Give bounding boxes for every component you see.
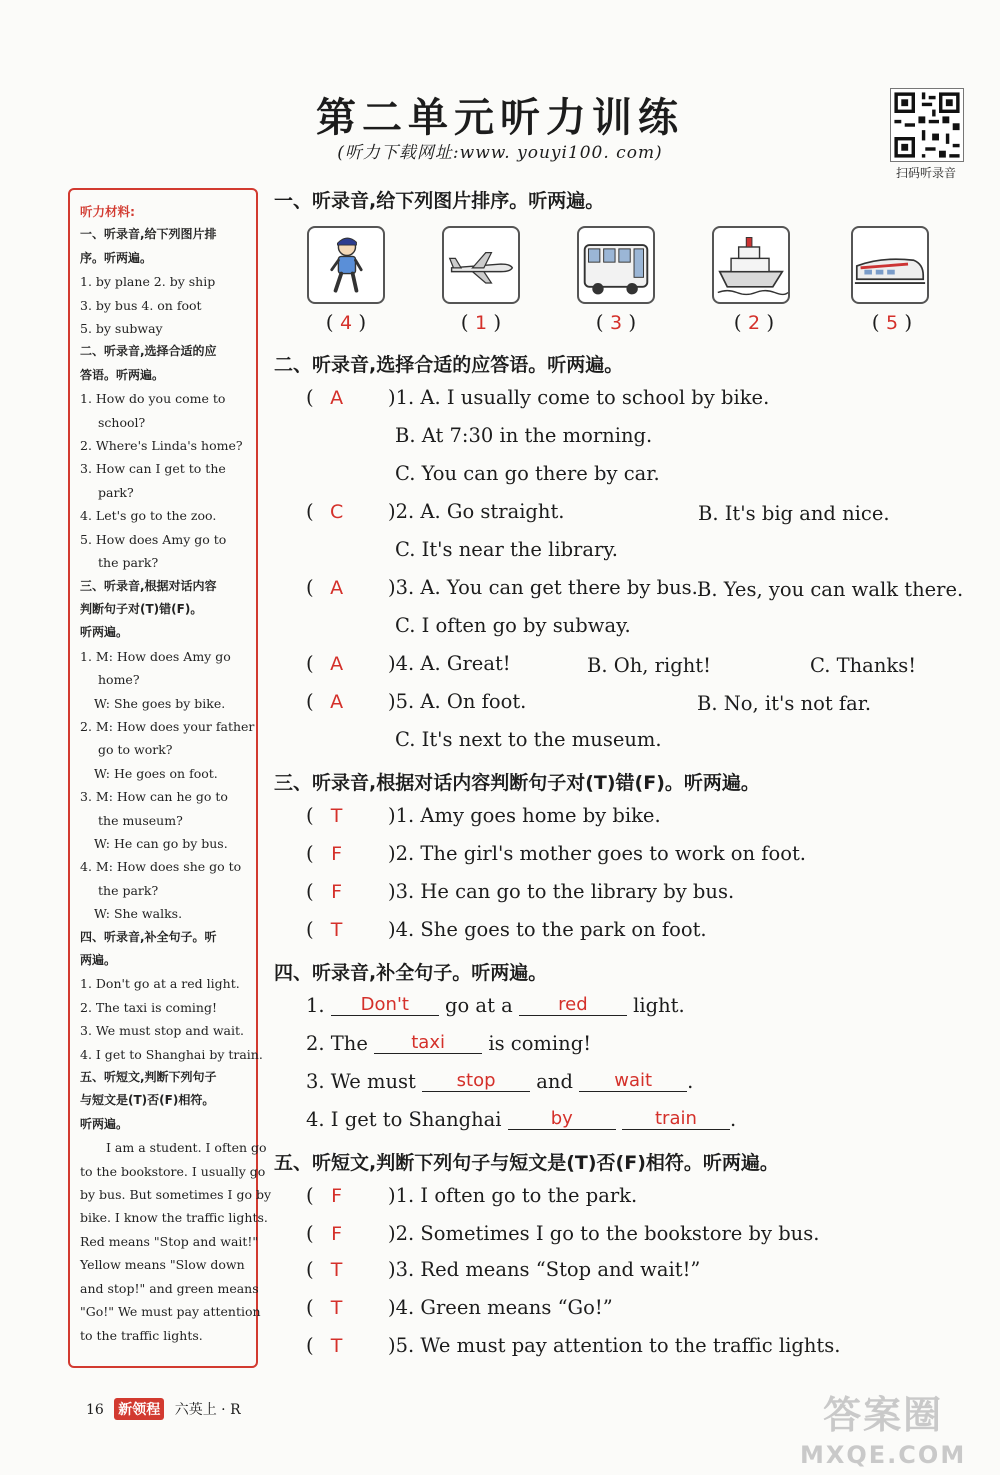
page-footer [86, 1398, 241, 1420]
airplane-icon [444, 228, 518, 302]
picture-walking [307, 226, 385, 304]
material-line: 序。听两遍。 [80, 250, 153, 265]
material-line: 3. How can I get to the [80, 461, 226, 477]
question-2-2[interactable]: ( C )2. A. Go straight. [306, 500, 565, 523]
section3-title: 三、听录音,根据对话内容判断句子对(T)错(F)。听两遍。 [274, 772, 760, 794]
statement: )1. Amy goes home by bike. [388, 804, 661, 827]
download-url: (听力下载网址:www. youyi100. com) [337, 143, 663, 163]
ship-icon [714, 228, 788, 302]
statement: )2. Sometimes I go to the bookstore by bus. [388, 1222, 820, 1245]
question-2-4[interactable]: ( A )4. A. Great! [306, 652, 511, 675]
material-line: 5. by subway [80, 321, 163, 337]
material-heading: 听力材料: [80, 204, 135, 219]
material-line: 听两遍。 [80, 1116, 129, 1131]
picture-plane [442, 226, 520, 304]
fill-sentence-2 [306, 1032, 591, 1055]
sentence-text: light. [633, 994, 685, 1017]
blank-field[interactable]: taxi [374, 1033, 482, 1054]
fill-sentence-4 [306, 1108, 736, 1131]
picture-ship [712, 226, 790, 304]
walking-boy-icon [309, 228, 383, 302]
book-label: 六英上 · R [174, 1402, 241, 1418]
option-a: )1. A. I usually come to school by bike. [388, 386, 770, 409]
material-line: 1. M: How does Amy go [80, 648, 231, 664]
answer: F [331, 1223, 343, 1245]
order-answer-4[interactable]: ( 2 ) [733, 310, 775, 334]
answer: 3 [609, 312, 623, 334]
question-5-4[interactable]: ( T )4. Green means “Go!” [306, 1296, 613, 1319]
section5-title: 五、听短文,判断下列句子与短文是(T)否(F)相符。听两遍。 [274, 1152, 779, 1174]
material-line: 3. We must stop and wait. [80, 1023, 244, 1039]
sentence-text: and [536, 1070, 573, 1093]
material-line: to the bookstore. I usually go [80, 1163, 266, 1179]
material-line: 判断句子对(T)错(F)。 [80, 601, 203, 616]
material-line: 4. M: How does she go to [80, 859, 242, 875]
brand-logo: 新领程 [114, 1398, 164, 1420]
material-line: 2. M: How does your father [80, 718, 255, 734]
answer: T [330, 1297, 343, 1319]
option-b: B. No, it's not far. [697, 692, 872, 715]
page-number: 16 [86, 1402, 104, 1418]
material-line: 1. How do you come to [80, 391, 226, 407]
fill-sentence-1 [306, 994, 685, 1017]
material-line: bike. I know the traffic lights. [80, 1210, 268, 1226]
question-3-2[interactable]: ( F )2. The girl's mother goes to work on foot. [306, 842, 806, 865]
statement: )4. Green means “Go!” [388, 1296, 613, 1319]
option-c: C. It's near the library. [395, 538, 618, 561]
material-line: 4. I get to Shanghai by train. [80, 1046, 263, 1062]
sentence-text: . [687, 1070, 694, 1093]
material-line: 5. How does Amy go to [80, 531, 227, 547]
question-2-1[interactable]: ( A )1. A. I usually come to school by bike. [306, 386, 770, 409]
order-answer-3[interactable]: ( 3 ) [595, 310, 637, 334]
option-b: B. Yes, you can walk there. [697, 578, 964, 601]
sentence-text: 2. The [306, 1032, 368, 1055]
material-line: I am a student. I often go [106, 1140, 267, 1156]
blank-field[interactable]: stop [422, 1071, 530, 1092]
answer: C [329, 501, 344, 523]
answer: F [331, 1185, 343, 1207]
watermark [800, 1395, 966, 1475]
picture-subway [851, 226, 929, 304]
material-line: by bus. But sometimes I go by [80, 1187, 272, 1203]
blank-field[interactable]: Don't [331, 995, 439, 1016]
watermark-site: MXQE.COM [800, 1441, 967, 1469]
statement: )2. The girl's mother goes to work on foot. [388, 842, 806, 865]
answer: 1 [474, 312, 488, 334]
answer: A [330, 577, 344, 599]
sentence-text: 3. We must [306, 1070, 416, 1093]
material-line: 两遍。 [80, 953, 117, 967]
answer: A [330, 653, 344, 675]
material-line: Red means "Stop and wait!" [80, 1233, 259, 1249]
material-line: 2. The taxi is coming! [80, 999, 217, 1015]
material-line: "Go!" We must pay attention [80, 1304, 261, 1320]
option-a: )4. A. Great! [388, 652, 511, 675]
subway-train-icon [853, 228, 927, 302]
answer: T [330, 805, 343, 827]
answer: A [330, 387, 344, 409]
blank-field[interactable]: red [519, 995, 627, 1016]
question-3-1[interactable]: ( T )1. Amy goes home by bike. [306, 804, 661, 827]
question-2-5[interactable]: ( A )5. A. On foot. [306, 690, 527, 713]
listening-material-box [68, 188, 272, 1368]
page-title: 第二单元听力训练 [316, 95, 684, 141]
question-5-5[interactable]: ( T )5. We must pay attention to the traffic lights. [306, 1334, 841, 1357]
question-5-1[interactable]: ( F )1. I often go to the park. [306, 1184, 638, 1207]
qr-code[interactable] [890, 88, 964, 162]
material-line: 3. M: How can he go to [80, 789, 228, 805]
blank-field[interactable]: train [622, 1109, 730, 1130]
answer: T [330, 919, 343, 941]
material-line: the park? [98, 882, 159, 898]
material-line: 三、听录音,根据对话内容 [80, 578, 217, 593]
option-a: )3. A. You can get there by bus. [388, 576, 698, 599]
material-line: the park? [98, 555, 159, 571]
answer: T [330, 1259, 343, 1281]
material-line: 一、听录音,给下列图片排 [80, 227, 217, 242]
material-line: W: He goes on foot. [94, 765, 218, 781]
material-line: 听两遍。 [80, 625, 129, 640]
sentence-text: . [729, 1108, 737, 1131]
sentence-text: is coming! [488, 1032, 592, 1055]
material-line: to the traffic lights. [80, 1327, 203, 1343]
section1-title: 一、听录音,给下列图片排序。听两遍。 [274, 190, 605, 212]
option-a: )2. A. Go straight. [388, 500, 565, 523]
blank-field[interactable]: wait [579, 1071, 687, 1092]
order-answer-1[interactable]: ( 4 ) [325, 310, 367, 334]
material-line: park? [98, 484, 134, 500]
answer: F [331, 843, 343, 865]
statement: )3. He can go to the library by bus. [388, 880, 735, 903]
material-line: 1. by plane 2. by ship [80, 274, 216, 290]
question-3-4[interactable]: ( T )4. She goes to the park on foot. [306, 918, 707, 941]
material-line: 4. Let's go to the zoo. [80, 508, 217, 524]
material-line: home? [98, 672, 140, 688]
picture-bus [577, 226, 655, 304]
order-answer-2[interactable]: ( 1 ) [460, 310, 502, 334]
material-line: the museum? [98, 812, 183, 828]
qr-code-icon [891, 89, 963, 161]
material-line: Yellow means "Slow down [80, 1257, 245, 1273]
option-c: C. It's next to the museum. [395, 728, 662, 751]
answer: 2 [747, 312, 761, 334]
answer: A [330, 691, 344, 713]
statement: )5. We must pay attention to the traffic lights. [388, 1334, 841, 1357]
question-2-3[interactable]: ( A )3. A. You can get there by bus. [306, 576, 698, 599]
option-b: B. At 7:30 in the morning. [395, 424, 653, 447]
option-c: C. You can go there by car. [395, 462, 660, 485]
material-line: 答语。听两遍。 [80, 367, 165, 382]
answer: T [330, 1335, 343, 1357]
answer: F [331, 881, 343, 903]
sentence-text: 1. [306, 994, 325, 1017]
option-c: C. Thanks! [810, 654, 917, 677]
statement: )3. Red means “Stop and wait!” [388, 1258, 701, 1281]
option-c: C. I often go by subway. [395, 614, 631, 637]
fill-sentence-3 [306, 1070, 693, 1093]
option-a: )5. A. On foot. [388, 690, 527, 713]
sentence-text: 4. I get to Shanghai [306, 1108, 502, 1131]
statement: )1. I often go to the park. [388, 1184, 638, 1207]
material-line: W: She goes by bike. [94, 695, 226, 711]
material-line: 四、听录音,补全句子。听 [80, 929, 217, 944]
material-line: 二、听录音,选择合适的应 [80, 344, 217, 359]
section2-title: 二、听录音,选择合适的应答语。听两遍。 [274, 354, 624, 376]
option-b: B. It's big and nice. [698, 502, 890, 525]
question-5-2[interactable]: ( F )2. Sometimes I go to the bookstore by bus. [306, 1222, 820, 1245]
material-line: school? [98, 414, 146, 430]
answer: 5 [885, 312, 899, 334]
material-line: 与短文是(T)否(F)相符。 [80, 1093, 215, 1108]
material-line: and stop!" and green means [80, 1280, 259, 1296]
material-line: W: He can go by bus. [94, 835, 228, 851]
material-line: 五、听短文,判断下列句子 [80, 1070, 217, 1085]
statement: )4. She goes to the park on foot. [388, 918, 707, 941]
material-line: W: She walks. [94, 906, 183, 922]
answer: 4 [339, 312, 353, 334]
material-line: 2. Where's Linda's home? [80, 438, 243, 454]
section4-title: 四、听录音,补全句子。听两遍。 [274, 962, 548, 984]
blank-field[interactable]: by [508, 1109, 616, 1130]
qr-caption: 扫码听录音 [895, 166, 956, 180]
bus-icon [579, 228, 653, 302]
sentence-text: go at a [445, 994, 513, 1017]
question-3-3[interactable]: ( F )3. He can go to the library by bus. [306, 880, 735, 903]
option-b: B. Oh, right! [587, 654, 711, 677]
watermark-text: 答案圈 [823, 1393, 944, 1437]
material-line: 3. by bus 4. on foot [80, 297, 202, 313]
question-5-3[interactable]: ( T )3. Red means “Stop and wait!” [306, 1258, 701, 1281]
order-answer-5[interactable]: ( 5 ) [871, 310, 913, 334]
material-line: go to work? [98, 742, 173, 758]
material-line: 1. Don't go at a red light. [80, 976, 240, 992]
